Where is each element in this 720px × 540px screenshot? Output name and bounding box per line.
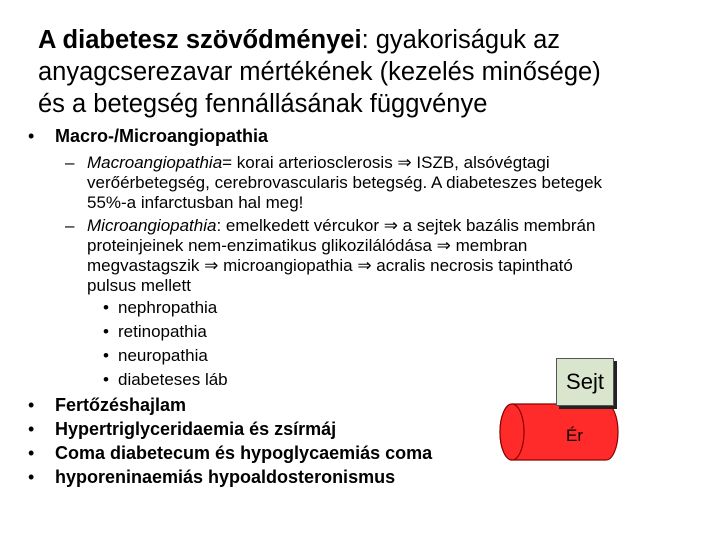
micro-line2: proteinjeinek nem-enzimatikus glikozilálódása ⇒ membran xyxy=(87,236,528,255)
macro-label: Macroangiopathia xyxy=(87,153,223,172)
item-fertozeshajlam: Fertőzéshajlam xyxy=(55,395,187,415)
bullet-marker: • xyxy=(28,419,35,439)
vessel-diagram xyxy=(496,398,626,472)
sub-diabeteses-lab: diabeteses láb xyxy=(118,370,228,389)
title-rest: : gyakoriságuk az xyxy=(361,26,561,54)
item-hyporeninaemias: hyporeninaemiás hypoaldosteronismus xyxy=(55,467,396,487)
dash-marker: – xyxy=(65,216,75,235)
micro-line1 xyxy=(87,216,595,236)
title-line2: anyagcserezavar mértékének (kezelés minősége) xyxy=(38,58,601,86)
item-coma: Coma diabetecum és hypoglycaemiás coma xyxy=(55,443,433,463)
bullet-marker: • xyxy=(103,298,109,317)
sub-neuropathia: neuropathia xyxy=(118,346,208,365)
sub-retinopathia: retinopathia xyxy=(118,322,207,341)
sub-nephropathia: nephropathia xyxy=(118,298,218,317)
cell-label: Sejt xyxy=(566,369,604,394)
bullet-marker: • xyxy=(103,346,109,365)
vessel-label: Ér xyxy=(566,426,583,445)
item-hypertriglyceridaemia: Hypertriglyceridaemia és zsírmáj xyxy=(55,419,337,439)
bullet-marker: • xyxy=(28,395,35,415)
micro-text1: : emelkedett vércukor ⇒ a sejtek bazális membrán xyxy=(216,216,596,235)
micro-line4: pulsus mellett xyxy=(87,276,191,295)
bullet-marker: • xyxy=(28,126,35,146)
macro-line1 xyxy=(87,153,550,173)
title-line3: és a betegség fennállásának függvénye xyxy=(38,90,488,118)
item-macro-micro: Macro-/Microangiopathia xyxy=(55,126,269,146)
cell-box xyxy=(556,358,614,406)
micro-line3: megvastagszik ⇒ microangiopathia ⇒ acralis necrosis tapintható xyxy=(87,256,573,275)
vessel-cylinder-end xyxy=(500,404,524,460)
bullet-marker: • xyxy=(103,322,109,341)
macro-line2: verőérbetegség, cerebrovascularis betegség. A diabeteszes betegek xyxy=(87,173,603,192)
micro-label: Microangiopathia xyxy=(87,216,217,235)
title-bold: A diabetesz szövődményei xyxy=(38,26,362,54)
macro-text1: = korai arteriosclerosis ⇒ ISZB, alsóvégtagi xyxy=(222,153,550,172)
bullet-marker: • xyxy=(28,467,35,487)
bullet-marker: • xyxy=(103,370,109,389)
bullet-marker: • xyxy=(28,443,35,463)
dash-marker: – xyxy=(65,153,75,172)
macro-line3: 55%-a infarctusban hal meg! xyxy=(87,193,304,212)
